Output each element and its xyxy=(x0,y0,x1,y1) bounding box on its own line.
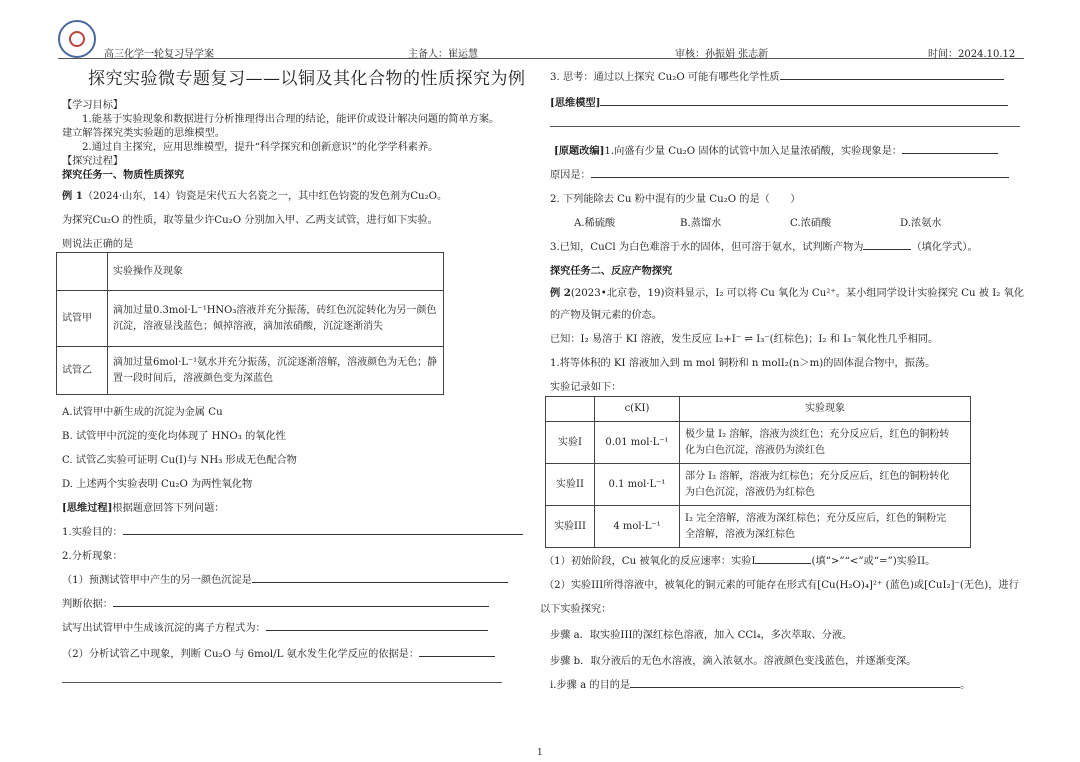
option-a: A.试管甲中新生成的沉淀为金属 Cu xyxy=(62,407,223,418)
table-row xyxy=(546,506,971,548)
records-label: 实验记录如下： xyxy=(550,382,622,393)
question-3-think xyxy=(550,68,1004,83)
table-cell-conc: 0.1 mol·L⁻¹ xyxy=(595,464,680,506)
table-row-label: 实验I xyxy=(546,422,595,464)
question-basis-label: 判断依据： xyxy=(62,599,113,610)
thinking-model xyxy=(550,94,1008,109)
example-2-label: 例 2 xyxy=(550,287,571,299)
question-2-1-label: （1）预测试管甲中产生的另一颜色沉淀是 xyxy=(62,575,252,586)
answer-blank[interactable] xyxy=(780,68,1004,80)
step-i-end: 。 xyxy=(960,680,971,691)
table-cell-conc: 4 mol·L⁻¹ xyxy=(595,506,680,548)
phenomenon-line: 全溶解，溶液为深红棕色 xyxy=(685,528,795,540)
table-row-label: 试管乙 xyxy=(57,347,108,395)
answer-blank[interactable] xyxy=(123,523,523,535)
answer-line[interactable] xyxy=(550,126,1020,127)
question-cucl xyxy=(550,238,978,253)
answer-blank[interactable] xyxy=(600,94,1008,106)
question-2-2 xyxy=(62,645,495,660)
choice-b: B.蒸馏水 xyxy=(680,218,722,229)
goal-1b: 建立解答探究类实验题的思维模型。 xyxy=(62,128,225,139)
option-c: C. 试管乙实验可证明 Cu(I)与 NH₃ 形成无色配合物 xyxy=(62,455,297,466)
header-rule xyxy=(58,58,1024,59)
choice-a: A.稀硫酸 xyxy=(574,218,616,229)
reason-label: 原因是： xyxy=(550,170,591,181)
answer-blank[interactable] xyxy=(630,676,960,688)
table-row xyxy=(546,464,971,506)
adapted-question-1 xyxy=(554,142,998,157)
example-1-label: 例 1 xyxy=(62,190,83,202)
step-i-label: i.步骤 a 的目的是 xyxy=(550,680,631,691)
table-header-cell: 实验操作及现象 xyxy=(108,253,444,291)
phenomenon-line: 极少量 I₂ 溶解，溶液为淡红色；充分反应后，红色的铜粉转 xyxy=(685,429,950,440)
phenomenon-line: I₂ 完全溶解，溶液为深红棕色；充分反应后，红色的铜粉完 xyxy=(685,513,947,524)
example-2-line2: 的产物及铜元素的价态。 xyxy=(550,310,663,321)
answer-blank[interactable] xyxy=(755,552,811,564)
known-info: 已知：I₂ 易溶于 KI 溶液，发生反应 I₂+I⁻ ⇌ I₃⁻(红棕色)；I₂ 和 I₃⁻氧化性几乎相同。 xyxy=(550,334,939,345)
table-corner-cell xyxy=(546,397,595,422)
table-cell-conc: 0.01 mol·L⁻¹ xyxy=(595,422,680,464)
part-1-suffix: (填“>”“<”或“=”)实验II。 xyxy=(811,556,936,567)
question-3-label: 3. 思考：通过以上探究 Cu₂O 可能有哪些化学性质 xyxy=(550,72,780,83)
table-header-conc: c(KI) xyxy=(595,397,680,422)
example-2-text: (2023•北京卷，19)资料显示，I₂ 可以将 Cu 氧化为 Cu²⁺。某小组同学设计实验探究 Cu 被 I₂ 氧化 xyxy=(570,288,1024,299)
question-2-2-label: （2）分析试管乙中现象，判断 Cu₂O 与 6mol/L 氨水发生化学反应的依据是： xyxy=(62,649,420,660)
task-2-heading: 探究任务二、反应产物探究 xyxy=(550,265,673,277)
choice-d: D.浓氨水 xyxy=(900,218,942,229)
option-d: D. 上述两个实验表明 Cu₂O 为两性氧化物 xyxy=(62,479,253,490)
date-label: 时间：2024.10.12 xyxy=(928,49,1016,60)
page-title: 探究实验微专题复习——以铜及其化合物的性质探究为例 xyxy=(88,69,526,89)
page-number: 1 xyxy=(537,748,543,758)
option-b: B. 试管甲中沉淀的变化均体现了 HNO₃ 的氧化性 xyxy=(62,431,286,442)
question-basis xyxy=(62,595,489,610)
table-header-phenomenon: 实验现象 xyxy=(680,397,971,422)
answer-line[interactable] xyxy=(62,682,502,683)
adapted-text: 1.向盛有少量 Cu₂O 固体的试管中加入足量浓硝酸，实验现象是： xyxy=(604,146,903,157)
question-ion-equation xyxy=(62,619,488,634)
part-1-label: （1）初始阶段，Cu 被氧化的反应速率：实验I xyxy=(544,556,756,567)
part-1 xyxy=(544,552,935,567)
goal-2: 2.通过自主探究，应用思维模型，提升“科学探究和创新意识”的化学学科素养。 xyxy=(82,142,439,153)
task-1-heading: 探究任务一、物质性质探究 xyxy=(62,169,185,181)
step-i xyxy=(550,676,970,691)
answer-blank[interactable] xyxy=(902,142,998,154)
question-purpose-label: 1.实验目的： xyxy=(62,527,123,538)
table-row-label: 试管甲 xyxy=(57,291,108,347)
phenomenon-line: 化为白色沉淀，溶液仍为淡红色 xyxy=(685,444,825,456)
phenomenon-line: 部分 I₂ 溶解，溶液为红棕色；充分反应后，红色的铜粉转化 xyxy=(685,471,950,482)
question-2-1 xyxy=(62,571,508,586)
example-1-line2: 为探究Cu₂O 的性质，取等量少许Cu₂O 分别加入甲、乙两支试管，进行如下实验。 xyxy=(62,215,438,226)
answer-blank[interactable] xyxy=(252,571,508,583)
step-b: 步骤 b．取分液后的无色水溶液，滴入浓氨水。溶液颜色变浅蓝色，并逐渐变深。 xyxy=(550,656,917,667)
example-2-line1 xyxy=(550,284,1024,299)
table-row-label: 实验III xyxy=(546,506,595,548)
question-ion-label: 试写出试管甲中生成该沉淀的离子方程式为： xyxy=(62,623,266,634)
school-logo xyxy=(58,20,96,58)
course-label: 高三化学一轮复习导学案 xyxy=(104,49,214,60)
thinking-process xyxy=(62,499,224,514)
table-cell-phenomenon xyxy=(680,464,971,506)
goals-heading: 【学习目标】 xyxy=(62,100,124,111)
answer-blank[interactable] xyxy=(113,595,489,607)
example-1-line1 xyxy=(62,187,447,202)
question-cucl-label: 3.已知，CuCl 为白色难溶于水的固体，但可溶于氨水，试判断产物为 xyxy=(550,242,864,253)
step-a: 步骤 a．取实验III的深红棕色溶液，加入 CCl₄，多次萃取、分液。 xyxy=(550,630,853,641)
table-cell-phenomenon xyxy=(680,422,971,464)
experiment-table xyxy=(56,252,444,395)
answer-blank[interactable] xyxy=(863,238,911,250)
thinking-model-label: [思维模型] xyxy=(550,97,601,109)
part-2-line2: 以下实验探究： xyxy=(540,604,612,615)
answer-blank[interactable] xyxy=(419,645,495,657)
table-cell-phenomenon xyxy=(680,506,971,548)
choice-c: C.浓硝酸 xyxy=(790,218,832,229)
table-cell: 滴加过量6mol·L⁻¹氨水并充分振荡，沉淀逐渐溶解，溶液颜色为无色；静置一段时间后，溶液颜色变为深蓝色 xyxy=(108,347,444,395)
kI-experiment-table xyxy=(545,396,971,548)
thinking-tag: [思维过程] xyxy=(62,502,113,514)
answer-blank[interactable] xyxy=(591,166,1009,178)
table-row xyxy=(546,422,971,464)
goal-1a: 1.能基于实验现象和数据进行分析推理得出合理的结论，能评价或设计解决问题的简单方案。 xyxy=(82,114,500,125)
example-1-line3: 则说法正确的是 xyxy=(62,239,134,250)
process-heading: 【探究过程】 xyxy=(62,156,124,167)
author-label: 主备人：崔运慧 xyxy=(408,49,478,60)
question-remove-cu2o: 2. 下列能除去 Cu 粉中混有的少量 Cu₂O 的是（ ） xyxy=(550,194,801,205)
adapted-tag: [原题改编] xyxy=(554,145,605,157)
example-1-text: （2024·山东，14）钧瓷是宋代五大名瓷之一，其中红色钧瓷的发色剂为Cu₂O。 xyxy=(82,191,448,202)
question-purpose xyxy=(62,523,523,538)
reviewer-label: 审核：孙振娟 张志新 xyxy=(675,49,769,60)
reason-line xyxy=(550,166,1009,181)
part-2-line1: （2）实验III所得溶液中，被氧化的铜元素的可能存在形式有[Cu(H₂O)₄]²⁺ (蓝色)或[CuI₂]⁻(无色)，进行 xyxy=(544,580,1019,591)
table-corner-cell xyxy=(57,253,108,291)
table-cell: 滴加过量0.3mol·L⁻¹HNO₃溶液并充分振荡，砖红色沉淀转化为另一颜色沉淀，溶液显浅蓝色；倾掉溶液，滴加浓硝酸，沉淀逐渐消失 xyxy=(108,291,444,347)
phenomenon-line: 为白色沉淀，溶液仍为红棕色 xyxy=(685,486,815,498)
step-1: 1.将等体积的 KI 溶液加入到 m mol 铜粉和 n molI₂(n＞m)的固体混合物中，振荡。 xyxy=(550,358,936,369)
thinking-text: 根据题意回答下列问题： xyxy=(112,503,225,514)
question-cucl-suffix: （填化学式）。 xyxy=(911,242,978,253)
answer-blank[interactable] xyxy=(266,619,488,631)
table-row-label: 实验II xyxy=(546,464,595,506)
question-analyze: 2.分析现象： xyxy=(62,551,123,562)
